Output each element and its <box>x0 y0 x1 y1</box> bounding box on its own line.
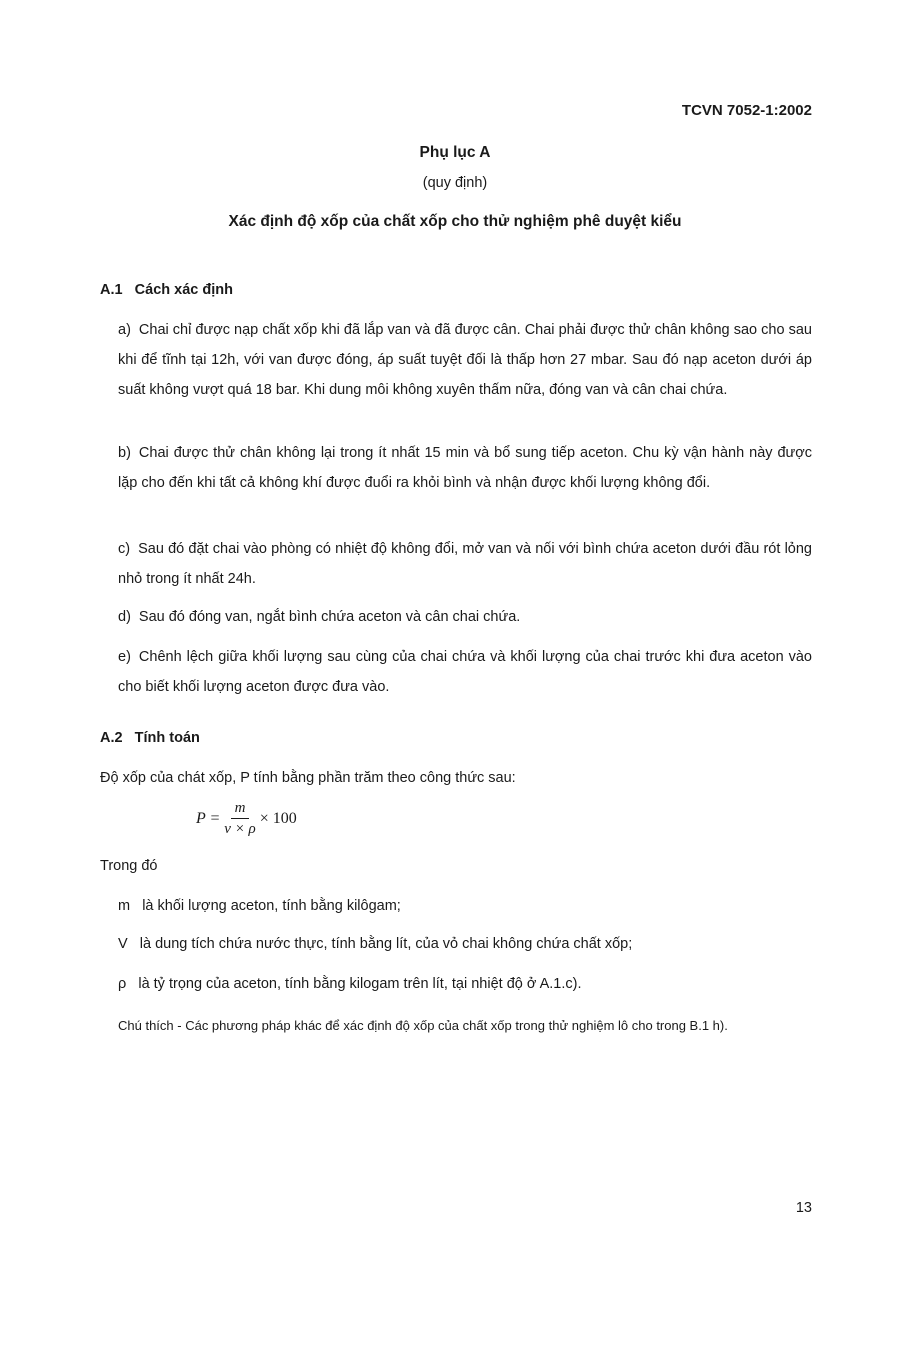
porosity-formula <box>196 800 297 838</box>
list-item <box>118 602 812 632</box>
formula-lhs: P = <box>196 810 221 827</box>
list-item <box>118 642 812 702</box>
definition-item <box>118 898 401 914</box>
section-a1-heading <box>100 282 233 298</box>
section-number: A.2 <box>100 730 123 746</box>
formula-numerator: m <box>231 800 250 819</box>
where-label: Trong đó <box>100 858 158 874</box>
definition-text: là khối lượng aceton, tính bằng kilôgam; <box>142 898 401 914</box>
list-item <box>118 438 812 498</box>
standard-code: TCVN 7052-1:2002 <box>681 102 812 119</box>
list-item <box>118 315 812 405</box>
appendix-heading: Xác định độ xốp của chất xốp cho thử nghiệm phê duyệt kiểu <box>228 213 682 230</box>
list-item <box>118 534 812 594</box>
section-title: Cách xác định <box>134 282 233 298</box>
definition-text: là tỷ trọng của aceton, tính bằng kilogam trên lít, tại nhiệt độ ở A.1.c). <box>138 976 582 992</box>
definition-text: là dung tích chứa nước thực, tính bằng lít, của vỏ chai không chứa chất xốp; <box>139 936 633 952</box>
item-label: a) <box>118 322 131 338</box>
appendix-title: Phụ lục A <box>419 144 491 161</box>
item-label: b) <box>118 445 131 461</box>
calculation-intro: Độ xốp của chát xốp, P tính bằng phần trăm theo công thức sau: <box>100 770 516 786</box>
item-text: Sau đó đóng van, ngắt bình chứa aceton và cân chai chứa. <box>138 609 521 625</box>
section-number: A.1 <box>100 282 123 298</box>
note-text: Chú thích - Các phương pháp khác để xác định độ xốp của chất xốp trong thử nghiệm lô cho trong B.1 h). <box>118 1018 728 1033</box>
page-number: 13 <box>795 1200 812 1216</box>
section-title: Tính toán <box>134 730 200 746</box>
appendix-subtitle: (quy định) <box>422 175 488 191</box>
item-label: e) <box>118 649 131 665</box>
formula-denominator: v × ρ <box>224 821 256 837</box>
section-a2-heading <box>100 730 200 746</box>
item-label: c) <box>118 541 131 557</box>
definition-item <box>118 976 582 992</box>
formula-fraction <box>224 800 255 838</box>
formula-multiplier: × 100 <box>259 810 297 827</box>
definition-item <box>118 936 632 952</box>
definition-symbol: ρ <box>118 976 127 992</box>
item-text: Chênh lệch giữa khối lượng sau cùng của chai chứa và khối lượng của chai trước khi đưa aceton vào cho biết khối lượng aceton được đưa vào. <box>118 649 812 695</box>
item-text: Sau đó đặt chai vào phòng có nhiệt độ không đổi, mở van và nối với bình chứa aceton dưới đầu rót lỏng nhỏ trong ít nhất 24h. <box>118 541 812 587</box>
item-text: Chai chỉ được nạp chất xốp khi đã lắp van và đã được cân. Chai phải được thử chân không sao cho sau khi để tĩnh tại 12h, với van được đóng, áp suất tuyệt đối là thấp hơn 27 mbar. Sau đó nạp aceton dưới áp suất không vượt quá 18 bar. Khi dung môi không xuyên thấm nữa, đóng van và cân chai chứa. <box>118 322 812 398</box>
item-text: Chai được thử chân không lại trong ít nhất 15 min và bổ sung tiếp aceton. Chu kỳ vận hành này được lặp cho đến khi tất cả không khí được đuổi ra khỏi bình và nhận được khối lượng không đổi. <box>118 445 812 491</box>
definition-symbol: V <box>118 936 128 952</box>
item-label: d) <box>118 609 131 625</box>
definition-symbol: m <box>118 898 131 914</box>
